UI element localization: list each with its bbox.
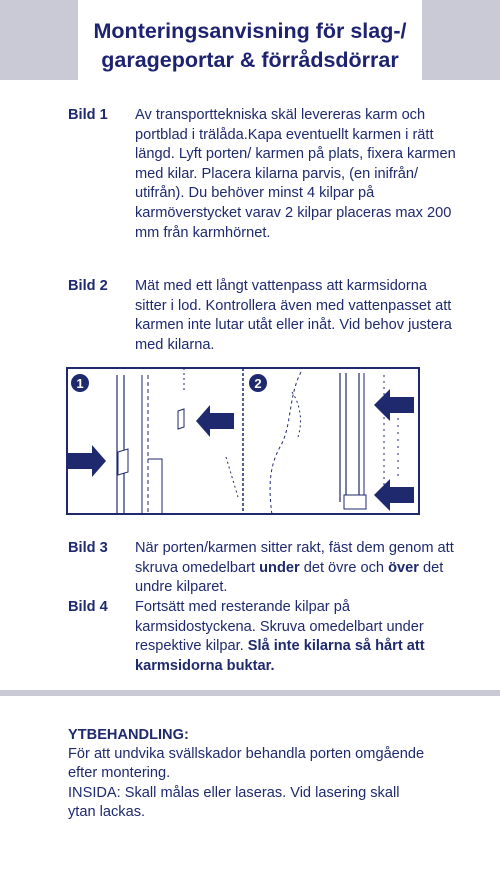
step-text-part: När porten/karmen sitter rakt, fäst dem genom att skruva omedelbart: [135, 540, 454, 576]
page-title: [70, 17, 430, 75]
step-text-part: det undre kilparet.: [135, 559, 444, 596]
step-text: [135, 539, 460, 598]
step-bild-3: [68, 539, 460, 598]
step-bild-4: [68, 598, 460, 676]
title-line-2: garageportar & förrådsdörrar: [101, 48, 399, 72]
wedge-shape: [178, 409, 184, 429]
step-text: [135, 598, 460, 676]
step-text: Mät med ett långt vattenpass att karmsidorna sitter i lod. Kontrollera även med vattenpasset att karmen inte lutar utåt eller inåt. Vid behov justera med kilarna.: [135, 278, 452, 353]
step-text-emphasis: över: [388, 559, 419, 576]
installation-figure: [66, 367, 420, 515]
surface-text-1: För att undvika svällskador behandla porten omgående efter montering.: [68, 746, 425, 782]
panel-1-number: 1: [76, 376, 84, 391]
step-label: Bild 1: [68, 107, 108, 123]
surface-treatment-section: [68, 726, 428, 822]
frame-foot: [344, 495, 366, 509]
step-text: Av transporttekniska skäl levereras karm och portblad i trälåda.Kapa eventuellt karmen i rätt längd. Lyft porten/ karmen på plats, fixera karmen med kilar. Placera kilarna parvis, (en inifrån/ utifrån). Du behöver minst 4 kilpar på karmöverstycket varav 2 kilpar placeras max 200 mm från karmhörnet.: [135, 107, 456, 241]
header-corner-left: [0, 0, 78, 80]
step-bild-1: [68, 106, 460, 243]
header-corner-right: [422, 0, 500, 80]
step-text-emphasis: Slå inte kilarna så hårt att karmsidorna buktar.: [135, 638, 425, 674]
section-divider: [0, 690, 500, 696]
wedge-shape: [118, 449, 128, 475]
step-bild-2: [68, 277, 460, 355]
surface-text-2: INSIDA: Skall målas eller laseras. Vid lasering skall ytan lackas.: [68, 784, 400, 820]
step-label: Bild 3: [68, 540, 108, 556]
step-label: Bild 4: [68, 599, 108, 615]
step-label: Bild 2: [68, 278, 108, 294]
step-text-part: det övre och: [299, 559, 389, 576]
panel-2-number: 2: [254, 376, 262, 391]
surface-heading: YTBEHANDLING:: [68, 727, 189, 743]
title-line-1: Monteringsanvisning för slag-/: [93, 19, 407, 43]
step-text-part: Fortsätt med resterande kilpar på karmsidostyckena. Skruva omedelbart under respektive kilpar.: [135, 599, 424, 655]
step-text-emphasis: under: [259, 559, 300, 576]
